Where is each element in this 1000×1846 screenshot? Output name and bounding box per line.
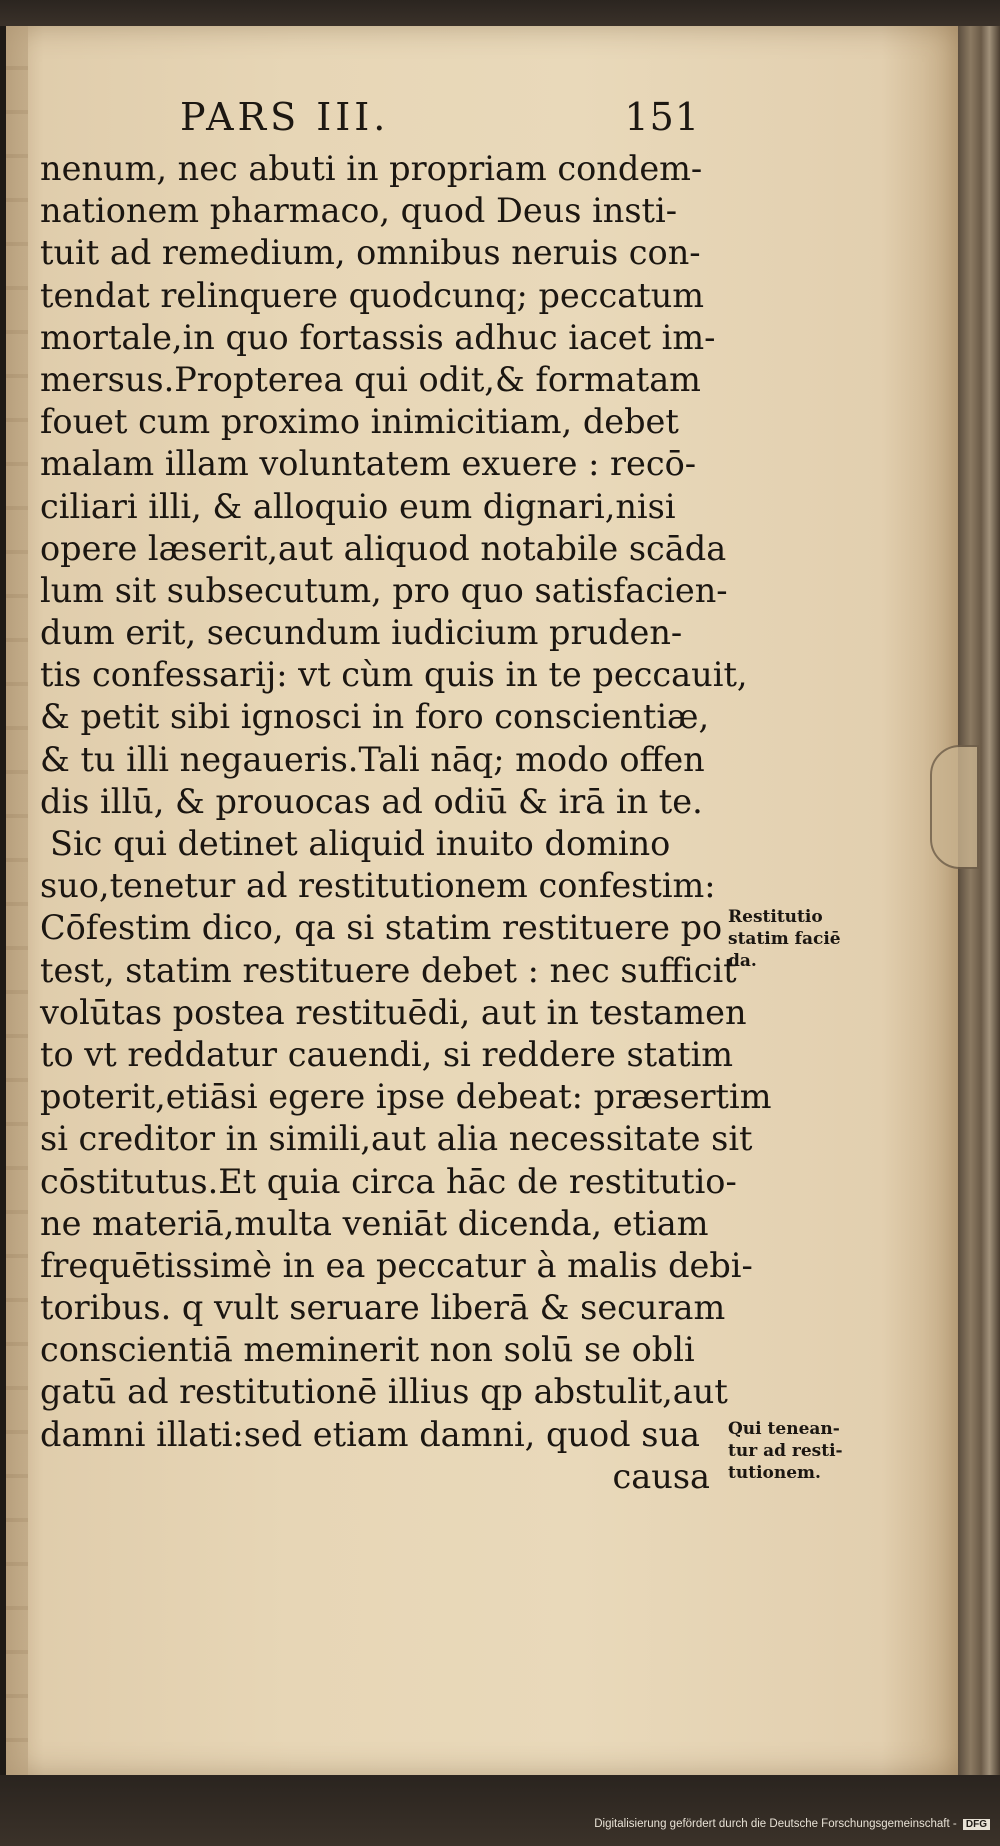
marginal-note-line: da. (728, 951, 757, 971)
text-line: ne materiā,multa veniāt dicenda, etiam (40, 1203, 709, 1243)
marginal-note-line: tur ad resti- (728, 1441, 843, 1461)
text-line: to vt reddatur cauendi, si reddere statim (40, 1034, 734, 1074)
text-line: mersus.Propterea qui odit,& formatam (40, 359, 701, 399)
text-line: nenum, nec abuti in propriam condem- (40, 149, 703, 188)
text-line: & petit sibi ignosci in foro conscientiæ, (40, 697, 710, 737)
text-line: mortale,in quo fortassis adhuc iacet im- (40, 317, 716, 357)
marginal-note-line: Restitutio (728, 907, 823, 927)
marginal-note-line: tutionem. (728, 1463, 821, 1483)
text-line: dum erit, secundum iudicium pruden- (40, 613, 683, 653)
text-line: tendat relinquere quodcunq; peccatum (40, 275, 705, 315)
text-line: gatū ad restitutionē illius qp abstulit,aut (40, 1372, 728, 1412)
digitization-credit (0, 1818, 990, 1830)
page-gutter (6, 26, 28, 1775)
text-line: tis confessarij: vt cùm quis in te peccauit, (40, 655, 748, 695)
marginal-note-line: Qui tenean- (728, 1419, 840, 1439)
catchword: causa (612, 1456, 710, 1496)
text-line: volūtas postea restituēdi, aut in testamen (40, 992, 747, 1032)
text-line: dis illū, & prouocas ad odiū & irā in te. (40, 781, 703, 821)
text-line: tuit ad remedium, omnibus neruis con- (40, 233, 701, 273)
text-line: poterit,etiāsi egere ipse debeat: præsertim (40, 1077, 772, 1117)
text-line: conscientiā meminerit non solū se obli (40, 1330, 695, 1370)
text-line: toribus. q vult seruare liberā & securam (40, 1288, 726, 1328)
text-line: fouet cum proximo inimicitiam, debet (40, 402, 679, 442)
text-line: si creditor in simili,aut alia necessitate sit (40, 1119, 753, 1159)
text-line: ciliari illi, & alloquio eum dignari,nisi (40, 486, 676, 526)
text-line: lum sit subsecutum, pro quo satisfacien- (40, 570, 728, 610)
body-text (40, 148, 772, 1498)
dfg-logo: DFG (963, 1819, 990, 1830)
text-line: opere læserit,aut aliquod notabile scāda (40, 528, 727, 568)
scan-bottom-border (0, 1775, 1000, 1846)
marginal-note-line: statim faciē (728, 929, 841, 949)
text-line: cōstitutus.Et quia circa hāc de restitutio- (40, 1161, 737, 1201)
text-line: Cōfestim dico, qa si statim restituere po (40, 908, 723, 948)
scan-top-border (0, 0, 1000, 26)
page-tab-marker (930, 745, 979, 869)
text-line: malam illam voluntatem exuere : recō- (40, 444, 697, 484)
text-line: Sic qui detinet aliquid inuito domino (50, 824, 671, 863)
text-line: damni illati:sed etiam damni, quod sua (40, 1414, 700, 1454)
marginal-note-restitutio (728, 906, 841, 972)
text-line: frequētissimè in ea peccatur à malis debi- (40, 1245, 753, 1285)
credit-text: Digitalisierung gefördert durch die Deutsche Forschungsgemeinschaft - (594, 1818, 957, 1830)
text-line: test, statim restituere debet : nec sufficit (40, 950, 737, 990)
page-edges (958, 26, 1000, 1775)
running-title: PARS III. (180, 95, 390, 139)
text-line: & tu illi negaueris.Tali nāq; modo offen (40, 739, 705, 779)
page-header (40, 95, 700, 140)
text-line: nationem pharmaco, quod Deus insti- (40, 191, 678, 231)
marginal-note-qui-teneantur (728, 1418, 843, 1484)
text-line: suo,tenetur ad restitutionem confestim: (40, 866, 716, 906)
page-number: 151 (624, 95, 700, 139)
